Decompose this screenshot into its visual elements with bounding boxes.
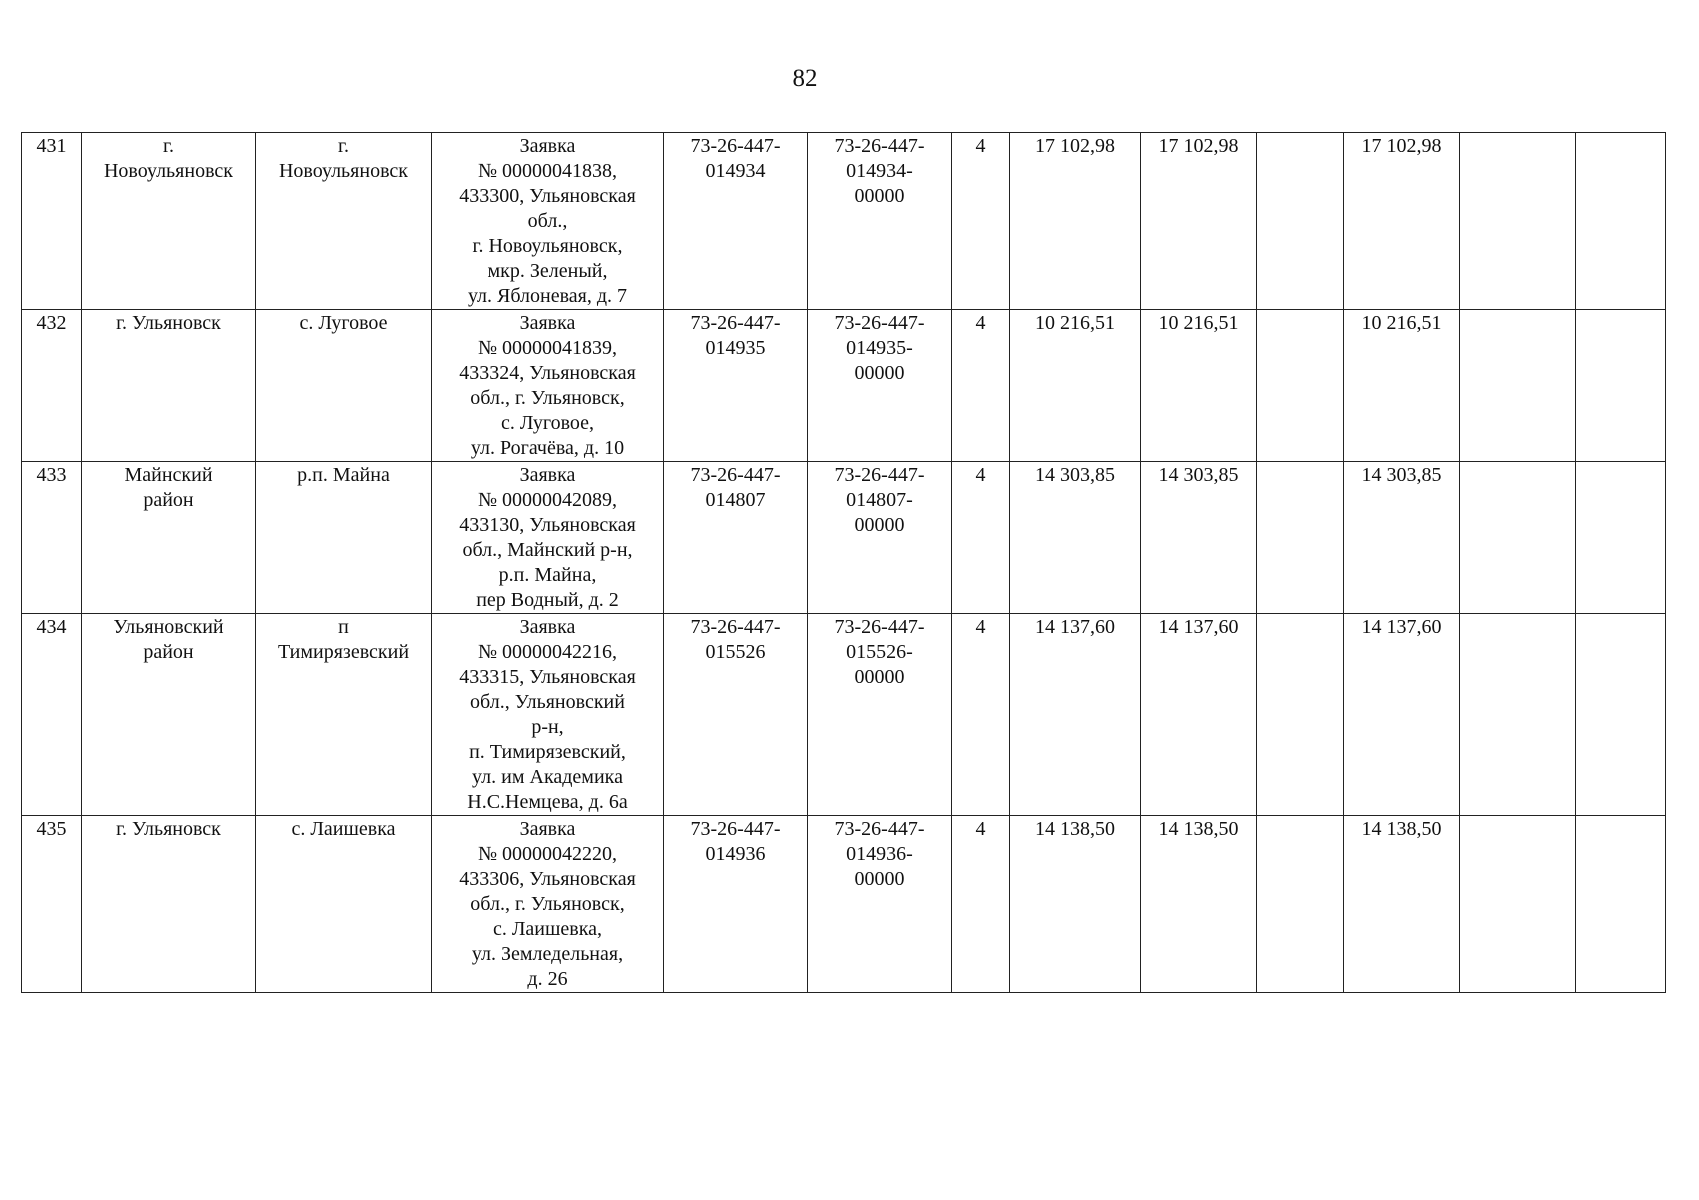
- amount-cell: 14 303,85: [1141, 462, 1257, 614]
- amount-cell: 14 137,60: [1010, 614, 1141, 816]
- full-code-cell: 73-26-447- 014807- 00000: [808, 462, 952, 614]
- district-cell: г. Новоульяновск: [82, 133, 256, 310]
- quantity-cell: 4: [952, 614, 1010, 816]
- amount-cell: 14 138,50: [1010, 816, 1141, 993]
- request-cell: Заявка № 00000042216, 433315, Ульяновская обл., Ульяновский р-н, п. Тимирязевский, ул. им Академика Н.С.Немцева, д. 6а: [432, 614, 664, 816]
- settlement-cell: с. Луговое: [256, 310, 432, 462]
- amount-cell: 10 216,51: [1344, 310, 1460, 462]
- amount-cell: 14 303,85: [1010, 462, 1141, 614]
- quantity-cell: 4: [952, 816, 1010, 993]
- table-row: [22, 816, 1666, 993]
- empty-cell: [1460, 816, 1576, 993]
- table-row: [22, 614, 1666, 816]
- register-table: [21, 132, 1666, 993]
- empty-cell: [1257, 614, 1344, 816]
- quantity-cell: 4: [952, 462, 1010, 614]
- amount-cell: 17 102,98: [1010, 133, 1141, 310]
- amount-cell: 14 138,50: [1344, 816, 1460, 993]
- request-cell: Заявка № 00000041839, 433324, Ульяновская обл., г. Ульяновск, с. Луговое, ул. Рогачёва, д. 10: [432, 310, 664, 462]
- request-cell: Заявка № 00000042089, 433130, Ульяновская обл., Майнский р-н, р.п. Майна, пер Водный, д. 2: [432, 462, 664, 614]
- request-cell: Заявка № 00000042220, 433306, Ульяновская обл., г. Ульяновск, с. Лаишевка, ул. Земледельная, д. 26: [432, 816, 664, 993]
- quantity-cell: 4: [952, 310, 1010, 462]
- empty-cell: [1460, 133, 1576, 310]
- empty-cell: [1460, 614, 1576, 816]
- row-number: 432: [22, 310, 82, 462]
- amount-cell: 10 216,51: [1010, 310, 1141, 462]
- full-code-cell: 73-26-447- 014934- 00000: [808, 133, 952, 310]
- row-number: 431: [22, 133, 82, 310]
- settlement-cell: р.п. Майна: [256, 462, 432, 614]
- code-cell: 73-26-447- 014936: [664, 816, 808, 993]
- district-cell: г. Ульяновск: [82, 816, 256, 993]
- amount-cell: 14 137,60: [1141, 614, 1257, 816]
- empty-cell: [1576, 614, 1666, 816]
- full-code-cell: 73-26-447- 015526- 00000: [808, 614, 952, 816]
- empty-cell: [1576, 462, 1666, 614]
- amount-cell: 14 303,85: [1344, 462, 1460, 614]
- empty-cell: [1257, 462, 1344, 614]
- empty-cell: [1460, 462, 1576, 614]
- district-cell: Ульяновский район: [82, 614, 256, 816]
- empty-cell: [1460, 310, 1576, 462]
- page-number: 82: [792, 65, 818, 92]
- code-cell: 73-26-447- 015526: [664, 614, 808, 816]
- request-cell: Заявка № 00000041838, 433300, Ульяновская обл., г. Новоульяновск, мкр. Зеленый, ул. Яблоневая, д. 7: [432, 133, 664, 310]
- amount-cell: 17 102,98: [1141, 133, 1257, 310]
- row-number: 434: [22, 614, 82, 816]
- table-row: [22, 133, 1666, 310]
- empty-cell: [1257, 816, 1344, 993]
- code-cell: 73-26-447- 014807: [664, 462, 808, 614]
- code-cell: 73-26-447- 014934: [664, 133, 808, 310]
- amount-cell: 10 216,51: [1141, 310, 1257, 462]
- empty-cell: [1576, 133, 1666, 310]
- amount-cell: 14 137,60: [1344, 614, 1460, 816]
- empty-cell: [1257, 310, 1344, 462]
- district-cell: Майнский район: [82, 462, 256, 614]
- empty-cell: [1257, 133, 1344, 310]
- settlement-cell: с. Лаишевка: [256, 816, 432, 993]
- table-row: [22, 310, 1666, 462]
- code-cell: 73-26-447- 014935: [664, 310, 808, 462]
- full-code-cell: 73-26-447- 014936- 00000: [808, 816, 952, 993]
- row-number: 433: [22, 462, 82, 614]
- row-number: 435: [22, 816, 82, 993]
- empty-cell: [1576, 310, 1666, 462]
- settlement-cell: г. Новоульяновск: [256, 133, 432, 310]
- quantity-cell: 4: [952, 133, 1010, 310]
- empty-cell: [1576, 816, 1666, 993]
- table-row: [22, 462, 1666, 614]
- district-cell: г. Ульяновск: [82, 310, 256, 462]
- amount-cell: 14 138,50: [1141, 816, 1257, 993]
- settlement-cell: п Тимирязевский: [256, 614, 432, 816]
- full-code-cell: 73-26-447- 014935- 00000: [808, 310, 952, 462]
- amount-cell: 17 102,98: [1344, 133, 1460, 310]
